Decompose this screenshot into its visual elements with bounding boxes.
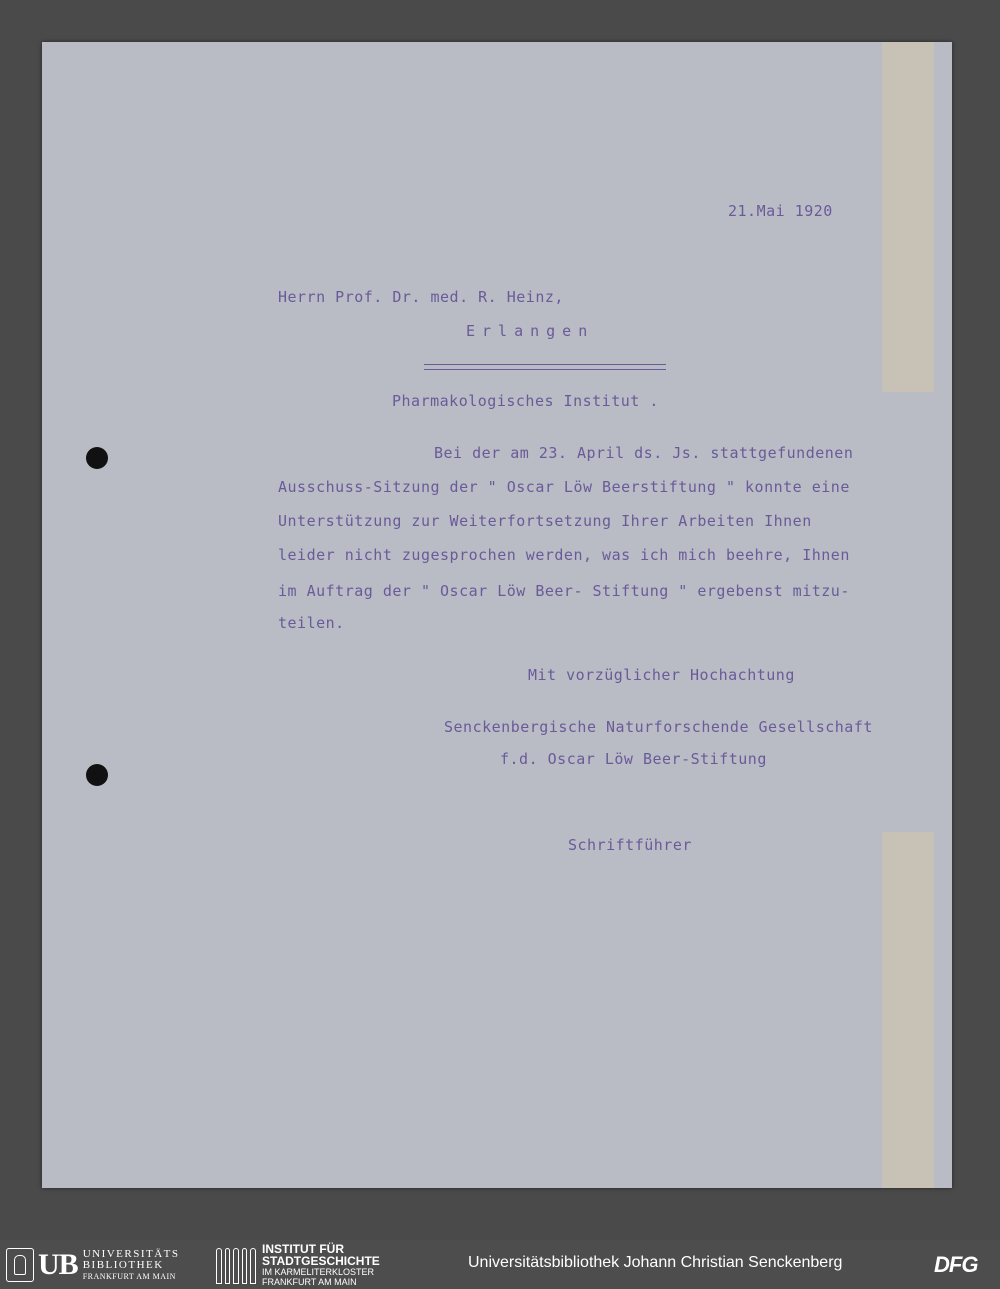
double-underline [424,364,666,370]
isg-line1: INSTITUT FÜR [262,1242,344,1256]
adhesive-tape-bottom [882,832,934,1188]
isg-logo [216,1242,380,1287]
isg-line4: FRANKFURT AM MAIN [262,1277,357,1287]
body-line-1: Bei der am 23. April ds. Js. stattgefundenen [434,444,854,462]
sender-organization: Senckenbergische Naturforschende Gesellschaft [444,718,873,736]
ub-logo [6,1248,180,1282]
ub-line3: FRANKFURT AM MAIN [82,1271,176,1281]
body-line-6: teilen. [278,614,345,632]
body-line-5: im Auftrag der " Oscar Löw Beer- Stiftung " ergebenst mitzu- [278,582,850,600]
body-line-4: leider nicht zugesprochen werden, was ich mich beehre, Ihnen [278,546,850,564]
sender-foundation: f.d. Oscar Löw Beer-Stiftung [500,750,767,768]
recipient-institute: Pharmakologisches Institut . [392,392,659,410]
isg-line2: STADTGESCHICHTE [262,1254,380,1268]
footer-title: Universitätsbibliothek Johann Christian Senckenberg [468,1254,843,1271]
ub-letters: UB [38,1248,78,1281]
punch-hole-icon [86,764,108,786]
recipient-city: Erlangen [466,322,595,340]
letter-sheet [42,42,952,1188]
ub-line1: UNIVERSITÄTS [82,1247,180,1260]
adhesive-tape-top [882,42,934,392]
dfg-logo: DFG [934,1252,978,1277]
body-line-2: Ausschuss-Sitzung der " Oscar Löw Beerstiftung " konnte eine [278,478,850,496]
footer-bar [0,1240,1000,1289]
arches-icon [216,1248,256,1282]
isg-line3: IM KARMELITERKLOSTER [262,1267,375,1277]
punch-hole-icon [86,447,108,469]
goethe-portrait-icon [6,1248,34,1282]
closing: Mit vorzüglicher Hochachtung [528,666,795,684]
recipient-name: Herrn Prof. Dr. med. R. Heinz, [278,288,564,306]
signature-title: Schriftführer [568,836,692,854]
ub-line2: BIBLIOTHEK [82,1258,164,1271]
body-line-3: Unterstützung zur Weiterfortsetzung Ihrer Arbeiten Ihnen [278,512,812,530]
letter-date: 21.Mai 1920 [728,202,833,220]
